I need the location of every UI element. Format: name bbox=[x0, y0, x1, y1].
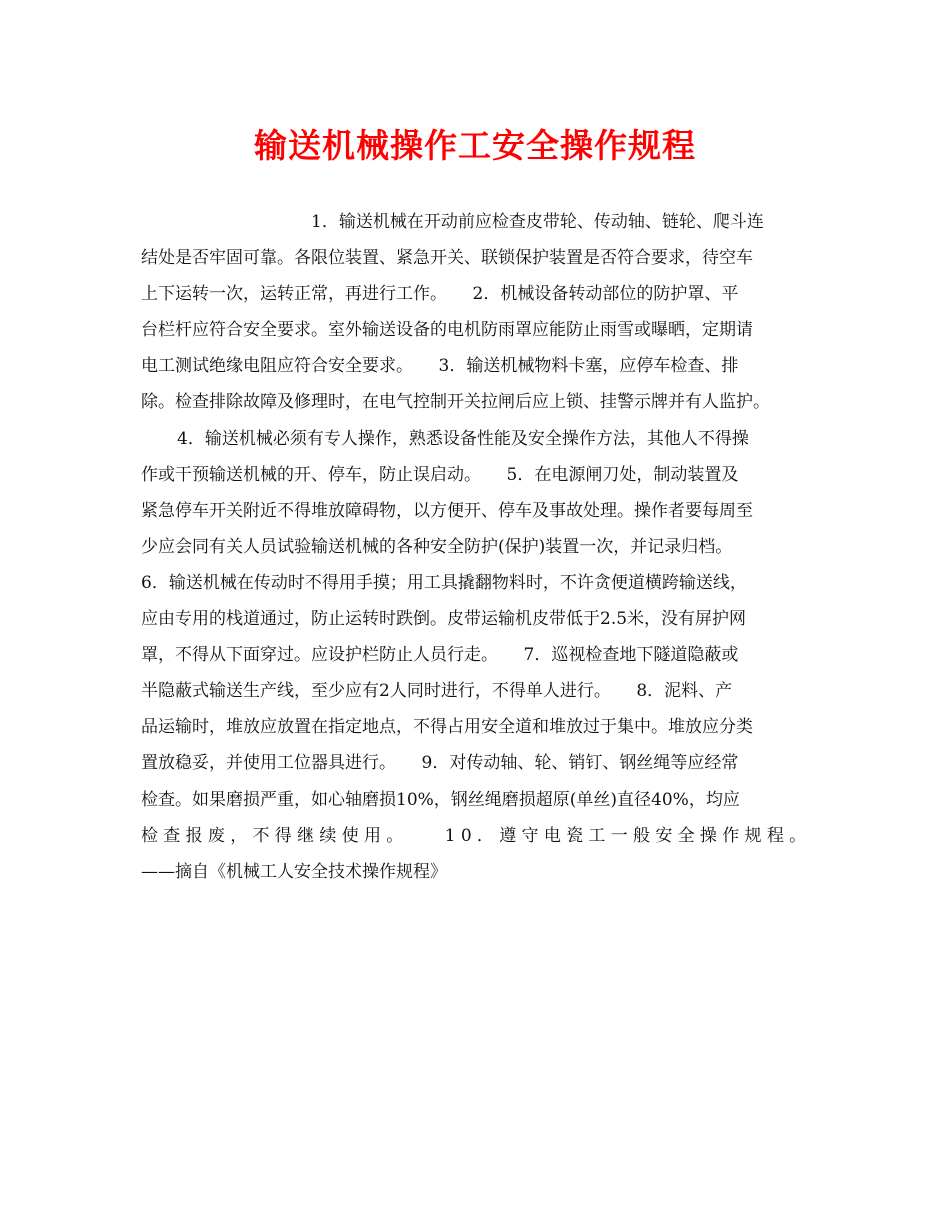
body-line: 少应会同有关人员试验输送机械的各种安全防护(保护)装置一次，并记录归档。 bbox=[141, 536, 733, 557]
body-line: 作或干预输送机械的开、停车，防止误启动。 5．在电源闸刀处，制动装置及 bbox=[141, 464, 739, 485]
body-line: 上下运转一次，运转正常，再进行工作。 2．机械设备转动部位的防护罩、平 bbox=[141, 284, 739, 305]
body-line: 4．输送机械必须有专人操作，熟悉设备性能及安全操作方法，其他人不得操 bbox=[177, 428, 749, 449]
body-line: 应由专用的栈道通过，防止运转时跌倒。皮带运输机皮带低于2.5米，没有屏护网 bbox=[141, 609, 747, 630]
body-line: 台栏杆应符合安全要求。室外输送设备的电机防雨罩应能防止雨雪或曝晒，定期请 bbox=[141, 320, 753, 341]
body-line: 品运输时，堆放应放置在指定地点，不得占用安全道和堆放过于集中。堆放应分类 bbox=[141, 717, 753, 738]
body-line: 检查。如果磨损严重，如心轴磨损10%，钢丝绳磨损超原(单丝)直径40%，均应 bbox=[141, 789, 740, 810]
source-citation: ——摘自《机械工人安全技术操作规程》 bbox=[141, 861, 447, 882]
body-line: 罩，不得从下面穿过。应设护栏防止人员行走。 7．巡视检查地下隧道隐蔽或 bbox=[141, 645, 739, 666]
body-line: 除。检查排除故障及修理时，在电气控制开关拉闸后应上锁、挂警示牌并有人监护。 bbox=[141, 392, 770, 413]
body-line: 结处是否牢固可靠。各限位装置、紧急开关、联锁保护装置是否符合要求，待空车 bbox=[141, 248, 753, 269]
body-line: 电工测试绝缘电阻应符合安全要求。 3．输送机械物料卡塞，应停车检查、排 bbox=[141, 356, 739, 377]
body-line: 6．输送机械在传动时不得用手摸；用工具撬翻物料时，不许贪便道横跨输送线， bbox=[141, 572, 747, 593]
body-line: 置放稳妥，并使用工位器具进行。 9．对传动轴、轮、销钉、钢丝绳等应经常 bbox=[141, 753, 739, 774]
body-line: 1．输送机械在开动前应检查皮带轮、传动轴、链轮、爬斗连 bbox=[311, 212, 764, 232]
page-title: 输送机械操作工安全操作规程 bbox=[254, 126, 696, 165]
body-line: 紧急停车开关附近不得堆放障碍物，以方便开、停车及事故处理。操作者要每周至 bbox=[141, 500, 753, 521]
body-line: 检查报废，不得继续使用。 10．遵守电瓷工一般安全操作规程。 bbox=[141, 825, 812, 846]
body-line: 半隐蔽式输送生产线，至少应有2人同时进行，不得单人进行。 8．泥料、产 bbox=[141, 681, 733, 702]
document-body bbox=[141, 204, 813, 890]
